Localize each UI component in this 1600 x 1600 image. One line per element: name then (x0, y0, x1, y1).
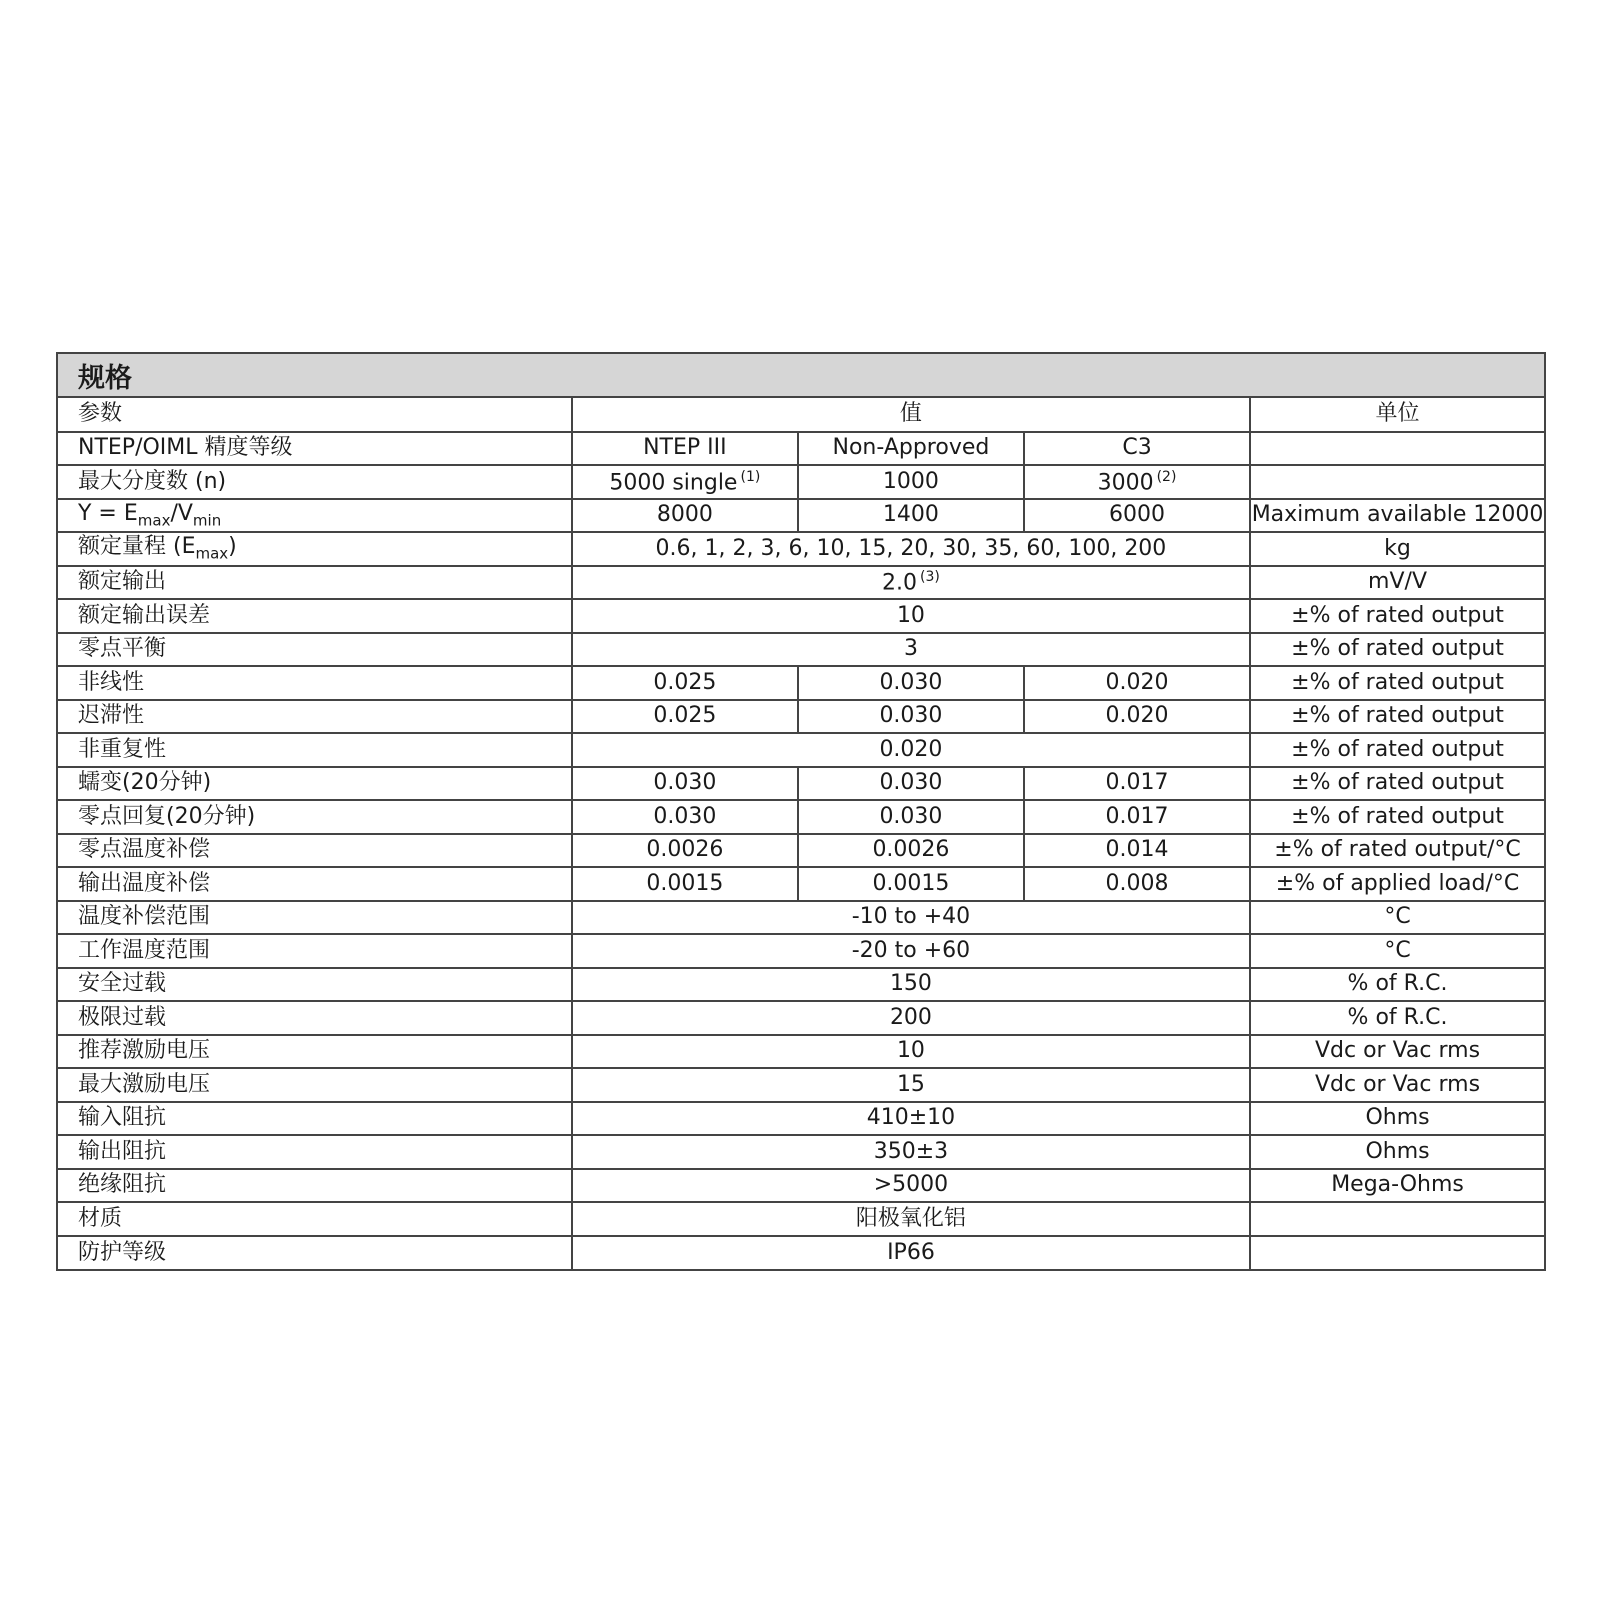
cell-unit: mV/V (1250, 566, 1544, 600)
row-label: 输入阻抗 (58, 1102, 572, 1136)
spec-title: 规格 (78, 362, 132, 394)
cell-value-2: 0.0015 (798, 867, 1024, 901)
row-label: 最大激励电压 (58, 1068, 572, 1102)
row-label: 非线性 (58, 666, 572, 700)
cell-value-3: 0.020 (1024, 700, 1250, 734)
cell-value-2: 0.0026 (798, 834, 1024, 868)
row-label: 推荐激励电压 (58, 1035, 572, 1069)
label-part: /V (170, 500, 193, 526)
row-label: 温度补偿范围 (58, 901, 572, 935)
cell-unit: kg (1250, 532, 1544, 566)
cell-unit: Ohms (1250, 1135, 1544, 1169)
cell-unit: ±% of rated output (1250, 767, 1544, 801)
table-row (58, 532, 1544, 566)
row-label: 最大分度数 (n) (58, 465, 572, 499)
table-row (58, 1035, 1544, 1069)
label-part: 额定量程 (E (78, 534, 196, 560)
row-label: 防护等级 (58, 1236, 572, 1270)
cell-text: 2.0 (882, 570, 918, 596)
row-label: 安全过载 (58, 968, 572, 1002)
footnote-marker: (1) (740, 468, 761, 485)
cell-unit: ±% of rated output (1250, 733, 1544, 767)
cell-value-1 (572, 465, 798, 499)
label-subscript: max (137, 510, 171, 529)
cell-value-3: C3 (1024, 432, 1250, 466)
cell-value-merged: 350±3 (572, 1135, 1250, 1169)
table-row (58, 767, 1544, 801)
row-label: 额定输出误差 (58, 599, 572, 633)
row-label: 额定输出 (58, 566, 572, 600)
label-part: Y = E (78, 500, 138, 526)
cell-value-merged: -20 to +60 (572, 934, 1250, 968)
cell-unit: ±% of rated output (1250, 633, 1544, 667)
row-label: 输出温度补偿 (58, 867, 572, 901)
cell-value-3: 0.017 (1024, 800, 1250, 834)
cell-unit: Vdc or Vac rms (1250, 1035, 1544, 1069)
cell-value-merged: 10 (572, 1035, 1250, 1069)
cell-unit: Mega-Ohms (1250, 1169, 1544, 1203)
cell-unit (1250, 432, 1544, 466)
cell-value-2: 1400 (798, 499, 1024, 533)
cell-value-2: 0.030 (798, 800, 1024, 834)
table-row (58, 1236, 1544, 1270)
row-label: 材质 (58, 1202, 572, 1236)
cell-value-1: 0.030 (572, 800, 798, 834)
cell-value-merged: -10 to +40 (572, 901, 1250, 935)
cell-value-2: 0.030 (798, 767, 1024, 801)
footnote-marker: (3) (920, 569, 940, 586)
table-row (58, 499, 1544, 533)
cell-unit: °C (1250, 934, 1544, 968)
cell-value-merged: 0.6, 1, 2, 3, 6, 10, 15, 20, 30, 35, 60, 100, 200 (572, 532, 1250, 566)
cell-unit: Maximum available 12000 (1250, 499, 1544, 533)
cell-value-2: Non-Approved (798, 432, 1024, 466)
cell-value-3: 0.008 (1024, 867, 1250, 901)
table-row (58, 566, 1544, 600)
cell-value-3 (1024, 465, 1250, 499)
cell-value-merged: 10 (572, 599, 1250, 633)
row-label (58, 499, 572, 533)
row-label: 输出阻抗 (58, 1135, 572, 1169)
cell-unit: ±% of rated output/°C (1250, 834, 1544, 868)
cell-value-merged: 3 (572, 633, 1250, 667)
table-row (58, 934, 1544, 968)
label-subscript: max (195, 544, 229, 563)
cell-value-merged: >5000 (572, 1169, 1250, 1203)
cell-value-3: 0.020 (1024, 666, 1250, 700)
footnote-marker: (2) (1156, 468, 1177, 485)
cell-value-merged (572, 566, 1250, 600)
cell-value-1: 0.0026 (572, 834, 798, 868)
cell-unit: Vdc or Vac rms (1250, 1068, 1544, 1102)
cell-value-merged: 阳极氧化铝 (572, 1202, 1250, 1236)
row-label: 迟滞性 (58, 700, 572, 734)
cell-unit: ±% of rated output (1250, 599, 1544, 633)
table-row (58, 432, 1544, 466)
table-row (58, 1169, 1544, 1203)
cell-value-merged: 150 (572, 968, 1250, 1002)
cell-unit: ±% of rated output (1250, 800, 1544, 834)
cell-unit (1250, 465, 1544, 499)
cell-value-1: 0.025 (572, 666, 798, 700)
row-label: 工作温度范围 (58, 934, 572, 968)
header-value: 值 (572, 398, 1250, 432)
table-row (58, 834, 1544, 868)
table-row (58, 1068, 1544, 1102)
header-row (58, 398, 1544, 432)
cell-unit: % of R.C. (1250, 1001, 1544, 1035)
table-row (58, 666, 1544, 700)
cell-value-3: 0.014 (1024, 834, 1250, 868)
cell-value-merged: IP66 (572, 1236, 1250, 1270)
cell-value-merged: 0.020 (572, 733, 1250, 767)
cell-value-3: 6000 (1024, 499, 1250, 533)
cell-value-2: 1000 (798, 465, 1024, 499)
cell-unit (1250, 1236, 1544, 1270)
table-row (58, 968, 1544, 1002)
row-label: 零点回复(20分钟) (58, 800, 572, 834)
cell-unit: Ohms (1250, 1102, 1544, 1136)
table-row (58, 901, 1544, 935)
cell-value-3: 0.017 (1024, 767, 1250, 801)
row-label (58, 532, 572, 566)
label-subscript: min (192, 510, 222, 529)
cell-text: 5000 single (609, 469, 738, 495)
table-row (58, 465, 1544, 499)
row-label: NTEP/OIML 精度等级 (58, 432, 572, 466)
table-row (58, 1001, 1544, 1035)
table-row (58, 633, 1544, 667)
row-label: 非重复性 (58, 733, 572, 767)
row-label: 绝缘阻抗 (58, 1169, 572, 1203)
table-row (58, 700, 1544, 734)
cell-unit: % of R.C. (1250, 968, 1544, 1002)
cell-value-1: 0.025 (572, 700, 798, 734)
table-row (58, 1202, 1544, 1236)
spec-table (58, 398, 1544, 1269)
cell-value-1: 0.0015 (572, 867, 798, 901)
table-row (58, 599, 1544, 633)
table-row (58, 733, 1544, 767)
header-unit: 单位 (1250, 398, 1544, 432)
cell-value-2: 0.030 (798, 666, 1024, 700)
table-row (58, 800, 1544, 834)
cell-value-1: 0.030 (572, 767, 798, 801)
spec-sheet (56, 352, 1546, 1271)
cell-unit (1250, 1202, 1544, 1236)
row-label: 极限过载 (58, 1001, 572, 1035)
cell-value-1: NTEP III (572, 432, 798, 466)
cell-value-2: 0.030 (798, 700, 1024, 734)
table-row (58, 1102, 1544, 1136)
spec-title-bar (58, 354, 1544, 398)
cell-unit: °C (1250, 901, 1544, 935)
table-row (58, 1135, 1544, 1169)
cell-value-merged: 200 (572, 1001, 1250, 1035)
label-part: ) (228, 534, 237, 560)
cell-value-merged: 410±10 (572, 1102, 1250, 1136)
cell-text: 3000 (1097, 469, 1154, 495)
cell-value-merged: 15 (572, 1068, 1250, 1102)
header-param: 参数 (58, 398, 572, 432)
table-row (58, 867, 1544, 901)
cell-unit: ±% of rated output (1250, 700, 1544, 734)
cell-unit: ±% of rated output (1250, 666, 1544, 700)
row-label: 零点平衡 (58, 633, 572, 667)
row-label: 零点温度补偿 (58, 834, 572, 868)
cell-unit: ±% of applied load/°C (1250, 867, 1544, 901)
cell-value-1: 8000 (572, 499, 798, 533)
row-label: 蠕变(20分钟) (58, 767, 572, 801)
